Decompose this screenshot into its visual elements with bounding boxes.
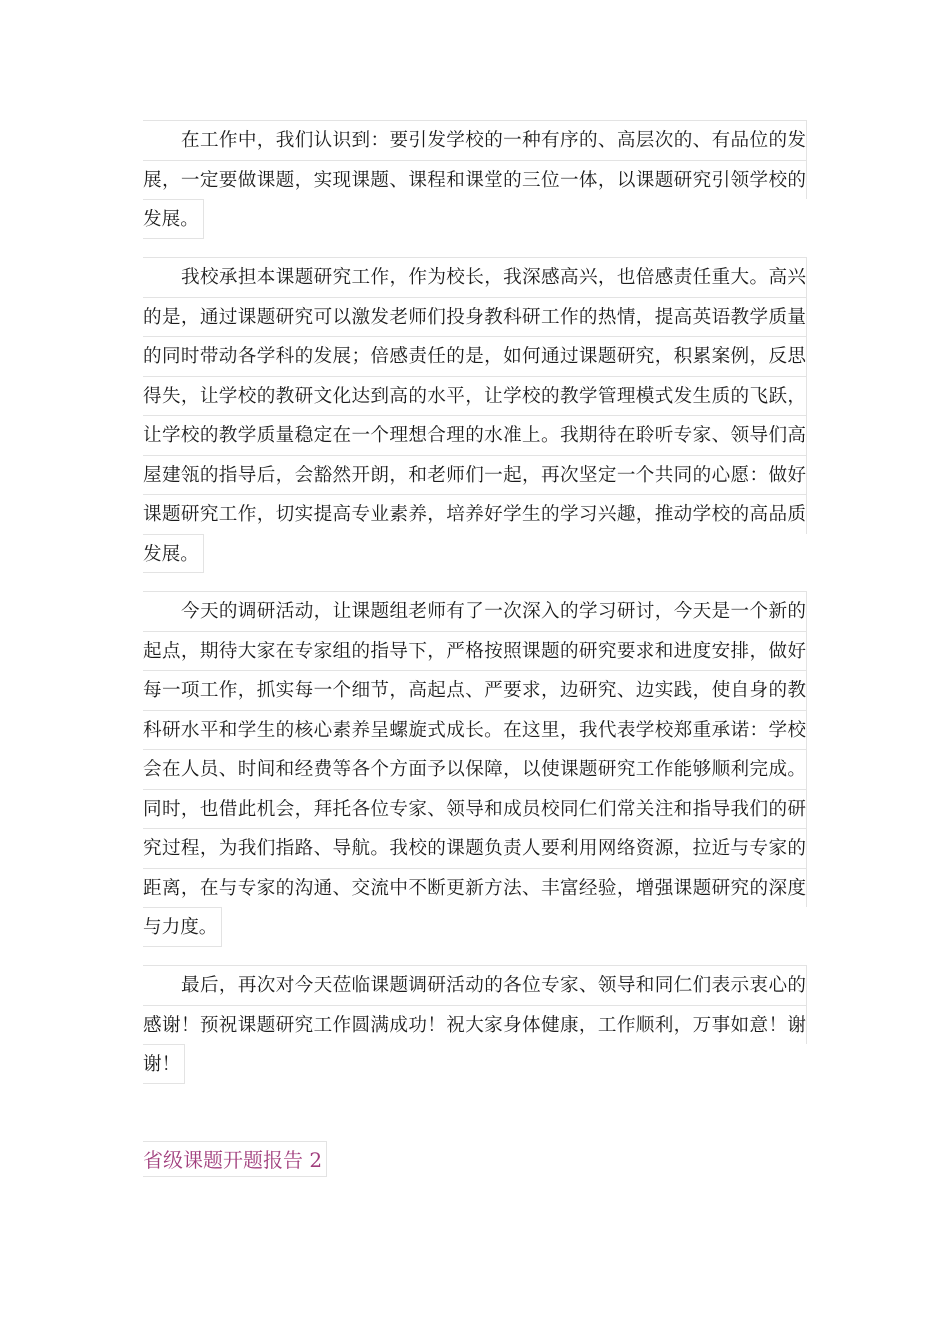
- paragraph-line: 让学校的教学质量稳定在一个理想合理的水准上。我期待在聆听专家、领导们高: [143, 415, 807, 455]
- paragraph-line: 的同时带动各学科的发展；倍感责任的是，如何通过课题研究，积累案例，反思: [143, 336, 807, 376]
- paragraph-line: 起点，期待大家在专家组的指导下，严格按照课题的研究要求和进度安排，做好: [143, 631, 807, 671]
- paragraph-line: 感谢！预祝课题研究工作圆满成功！祝大家身体健康，工作顺利，万事如意！谢: [143, 1005, 807, 1045]
- paragraph-1: [143, 120, 807, 243]
- paragraph-line: 得失，让学校的教研文化达到高的水平，让学校的教学管理模式发生质的飞跃，: [143, 376, 807, 416]
- paragraph-line: 屋建瓴的指导后，会豁然开朗，和老师们一起，再次坚定一个共同的心愿：做好: [143, 455, 807, 495]
- paragraph-line: 距离，在与专家的沟通、交流中不断更新方法、丰富经验，增强课题研究的深度: [143, 868, 807, 908]
- paragraph-line: 发展。: [143, 199, 204, 239]
- paragraph-line: 科研水平和学生的核心素养呈螺旋式成长。在这里，我代表学校郑重承诺：学校: [143, 710, 807, 750]
- paragraph-line: 的是，通过课题研究可以激发老师们投身教科研工作的热情，提高英语教学质量: [143, 297, 807, 337]
- paragraph-line: 发展。: [143, 534, 204, 574]
- paragraph-line: 谢！: [143, 1044, 185, 1084]
- paragraph-4: [143, 965, 807, 1088]
- paragraph-line: 课题研究工作，切实提高专业素养，培养好学生的学习兴趣，推动学校的高品质: [143, 494, 807, 534]
- paragraph-line: 最后，再次对今天莅临课题调研活动的各位专家、领导和同仁们表示衷心的: [143, 965, 807, 1005]
- paragraph-line: 会在人员、时间和经费等各个方面予以保障，以使课题研究工作能够顺利完成。: [143, 749, 807, 789]
- paragraph-3: [143, 591, 807, 951]
- paragraph-line: 同时，也借此机会，拜托各位专家、领导和成员校同仁们常关注和指导我们的研: [143, 789, 807, 829]
- section-heading: 省级课题开题报告 2: [143, 1141, 327, 1177]
- paragraph-line: 每一项工作，抓实每一个细节，高起点、严要求，边研究、边实践，使自身的教: [143, 670, 807, 710]
- paragraph-line: 与力度。: [143, 907, 222, 947]
- paragraph-line: 今天的调研活动，让课题组老师有了一次深入的学习研讨，今天是一个新的: [143, 591, 807, 631]
- paragraph-line: 我校承担本课题研究工作，作为校长，我深感高兴，也倍感责任重大。高兴: [143, 257, 807, 297]
- paragraph-2: [143, 257, 807, 577]
- paragraph-line: 在工作中，我们认识到：要引发学校的一种有序的、高层次的、有品位的发: [143, 120, 807, 160]
- paragraph-line: 展，一定要做课题，实现课题、课程和课堂的三位一体，以课题研究引领学校的: [143, 160, 807, 200]
- paragraph-line: 究过程，为我们指路、导航。我校的课题负责人要利用网络资源，拉近与专家的: [143, 828, 807, 868]
